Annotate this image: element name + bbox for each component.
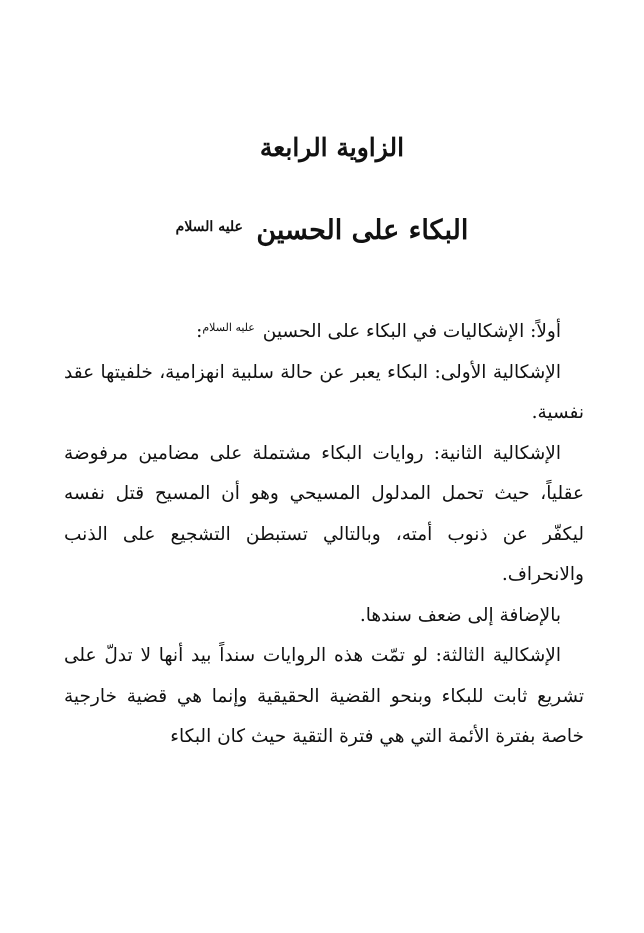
paragraph-2: الإشكالية الثانية: روايات البكاء مشتملة على مضامين مرفوضة عقلياً، حيث تحمل المدلول المسيحي وهو أن المسيح قتل نفسه ليكفّر عن ذنوب أمته، وبالتالي تستبطن التشجيع على الذنب والانحراف. xyxy=(64,442,584,585)
honorific-mark-small: عليه السلام xyxy=(202,321,255,334)
section-heading xyxy=(64,308,584,353)
chapter-title: الزاوية الرابعة xyxy=(259,133,405,162)
paragraph-4: الإشكالية الثالثة: لو تمّت هذه الروايات سنداً بيد أنها لا تدلّ على تشريع ثابت للبكاء وبنحو القضية الحقيقية وإنما هي قضية خارجية خاصة بفترة الأئمة التي هي فترة التقية حيث كان البكاء xyxy=(64,645,584,747)
chapter-subtitle-text: البكاء على الحسين xyxy=(256,215,469,246)
section-heading-colon: : xyxy=(196,321,203,342)
paragraph-3: بالإضافة إلى ضعف سندها. xyxy=(359,604,561,626)
body-text xyxy=(64,308,584,758)
section-heading-text: أولاً: الإشكاليات في البكاء على الحسين xyxy=(262,321,561,342)
paragraph-1: الإشكالية الأولى: البكاء يعبر عن حالة سلبية انهزامية، خلفيتها عقد نفسية. xyxy=(64,361,584,423)
chapter-subtitle xyxy=(0,205,644,253)
honorific-mark: عليه السلام xyxy=(175,219,243,235)
